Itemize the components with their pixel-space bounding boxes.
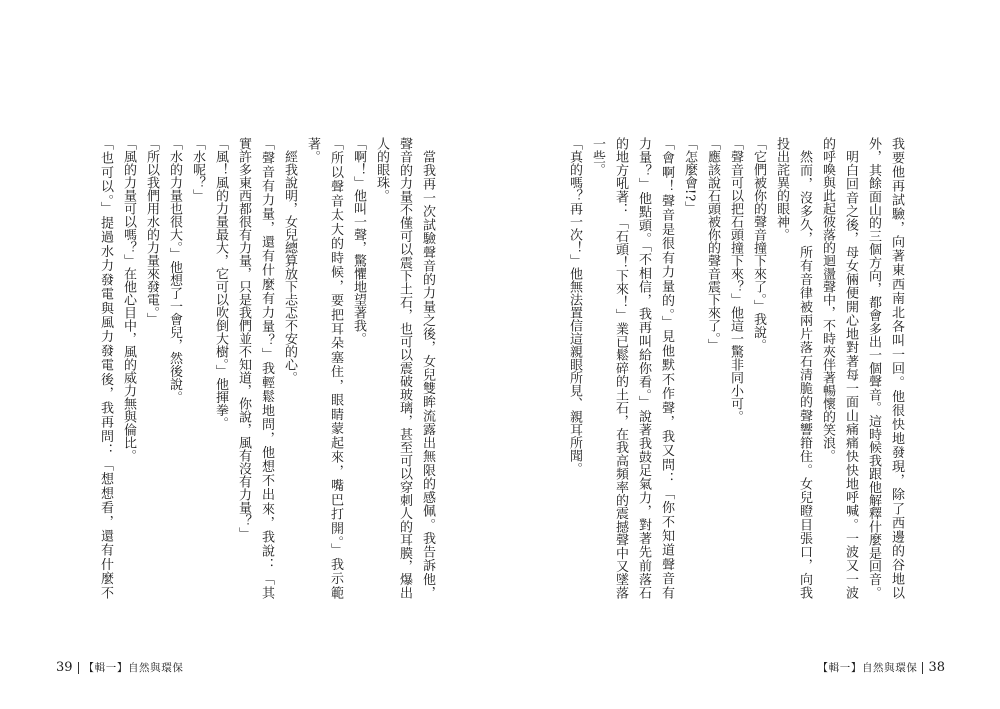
text-column: 明白回音之後，母女倆便開心地對著每一面山痛痛快快地呼喊。一波又一波 (843, 150, 858, 599)
text-column: 「啊！」他叫一聲，驚懼地望著我。 (351, 137, 366, 345)
text-column: 然而，沒多久，所有音律被兩片落石清脆的聲響箝住。女兒瞪目張口，向我 (797, 150, 812, 599)
text-column: 著。 (305, 137, 320, 163)
left-page-text-block (94, 137, 439, 599)
text-column: 「聲音有力量，還有什麼有力量？」我輕鬆地問，他想不出來，我說：「其 (259, 137, 274, 599)
running-title: 【輯一】自然與環保 (83, 662, 184, 674)
right-page-text-block (563, 137, 908, 599)
text-column: 「它們被你的聲音撞下來了。」我說。 (751, 137, 766, 352)
right-page (500, 0, 1000, 709)
text-column: 「所以我們用水的力量來發電。」 (144, 137, 159, 326)
text-column: 投出詫異的眼神。 (774, 137, 789, 241)
page-number: 38 (928, 660, 945, 675)
text-column: 經我說明，女兒總算放下忐忑不安的心。 (282, 150, 297, 384)
text-column: 外，其餘面山的三個方向，都會多出一個聲音。這時候我跟他解釋什麼是回音。 (866, 137, 881, 599)
left-page-footer (56, 660, 183, 676)
text-column: 「應該說石頭被你的聲音震下來了。」 (705, 137, 720, 352)
text-column: 「水呢？」 (190, 137, 205, 202)
text-column: 「風的力量可以嗎？」在他心目中，風的威力無與倫比。 (121, 137, 136, 462)
text-column: 實許多東西都很有力量，只是我們並不知道，你說，風有沒有力量？」 (236, 137, 251, 540)
text-column: 的呼喚與此起彼落的迴盪聲中，不時夾伴著暢懷的笑浪。 (820, 137, 835, 462)
text-column: 「怎麼會!?」 (682, 137, 697, 215)
text-column: 「聲音可以把石頭撞下來？」他這一驚非同小可。 (728, 137, 743, 423)
right-page-footer (818, 660, 945, 676)
text-column: 力量？」他點頭。「不相信，我再叫給你看。」說著我鼓足氣力，對著先前落石 (636, 137, 651, 599)
text-column: 的地方吼著：「石頭！下來！」業已鬆碎的土石，在我高頻率的震撼聲中又墜落 (613, 137, 628, 599)
text-column: 一些。 (590, 137, 605, 176)
text-column: 「風！風的力量最大，它可以吹倒大樹。」他揮拳。 (213, 137, 228, 430)
footer-divider (922, 662, 923, 674)
running-title: 【輯一】自然與環保 (817, 662, 918, 674)
text-column: 「水的力量也很大。」他想了一會兒，然後說。 (167, 137, 182, 404)
text-column: 聲音的力量不僅可以震下土石，也可以震破玻璃，甚至可以穿刺人的耳膜，爆出 (397, 137, 412, 599)
text-column: 「所以聲音太大的時候，要把耳朵塞住，眼睛蒙起來，嘴巴打開。」我示範 (328, 137, 343, 599)
text-column: 「真的嗎？再一次！」他無法置信這親眼所見、親耳所聞。 (567, 137, 582, 475)
text-column: 當我再一次試驗聲音的力量之後，女兒雙眸流露出無限的感佩。我告訴他， (420, 150, 435, 599)
text-column: 我要他再試驗，向著東西南北各叫一回。他很快地發現，除了西邊的谷地以 (889, 137, 904, 599)
footer-divider (78, 662, 79, 674)
text-column: 「會啊！聲音是很有力量的。」見他默不作聲，我又問：「你不知道聲音有 (659, 137, 674, 599)
text-column: 「也可以。」提過水力發電與風力發電後，我再問：「想想看，還有什麼不 (98, 137, 113, 599)
page-number: 39 (56, 660, 73, 675)
text-column: 人的眼珠。 (374, 137, 389, 202)
